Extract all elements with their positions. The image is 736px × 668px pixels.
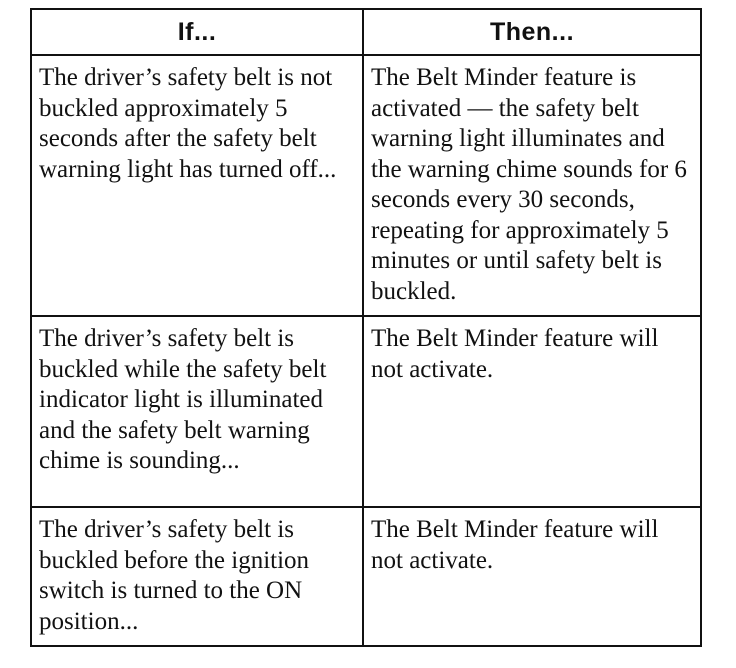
header-then: Then... bbox=[363, 9, 701, 55]
condition-cell: The driver’s safety belt is buckled while the safety belt indicator light is illuminated and the safety belt warning chime is sounding... bbox=[31, 316, 363, 507]
table-row bbox=[31, 55, 701, 316]
condition-cell: The driver’s safety belt is not buckled approximately 5 seconds after the safety belt warning light has turned off... bbox=[31, 55, 363, 316]
header-if: If... bbox=[31, 9, 363, 55]
result-cell: The Belt Minder feature is activated — the safety belt warning light illuminates and the warning chime sounds for 6 seconds every 30 seconds, repeating for approximately 5 minutes or until safety belt is buckled. bbox=[363, 55, 701, 316]
belt-minder-table bbox=[30, 8, 702, 647]
table-row bbox=[31, 316, 701, 507]
result-cell: The Belt Minder feature will not activate. bbox=[363, 316, 701, 507]
table-row bbox=[31, 507, 701, 646]
table-header-row bbox=[31, 9, 701, 55]
condition-cell: The driver’s safety belt is buckled before the ignition switch is turned to the ON position... bbox=[31, 507, 363, 646]
belt-minder-table-container bbox=[30, 8, 700, 647]
result-cell: The Belt Minder feature will not activate. bbox=[363, 507, 701, 646]
